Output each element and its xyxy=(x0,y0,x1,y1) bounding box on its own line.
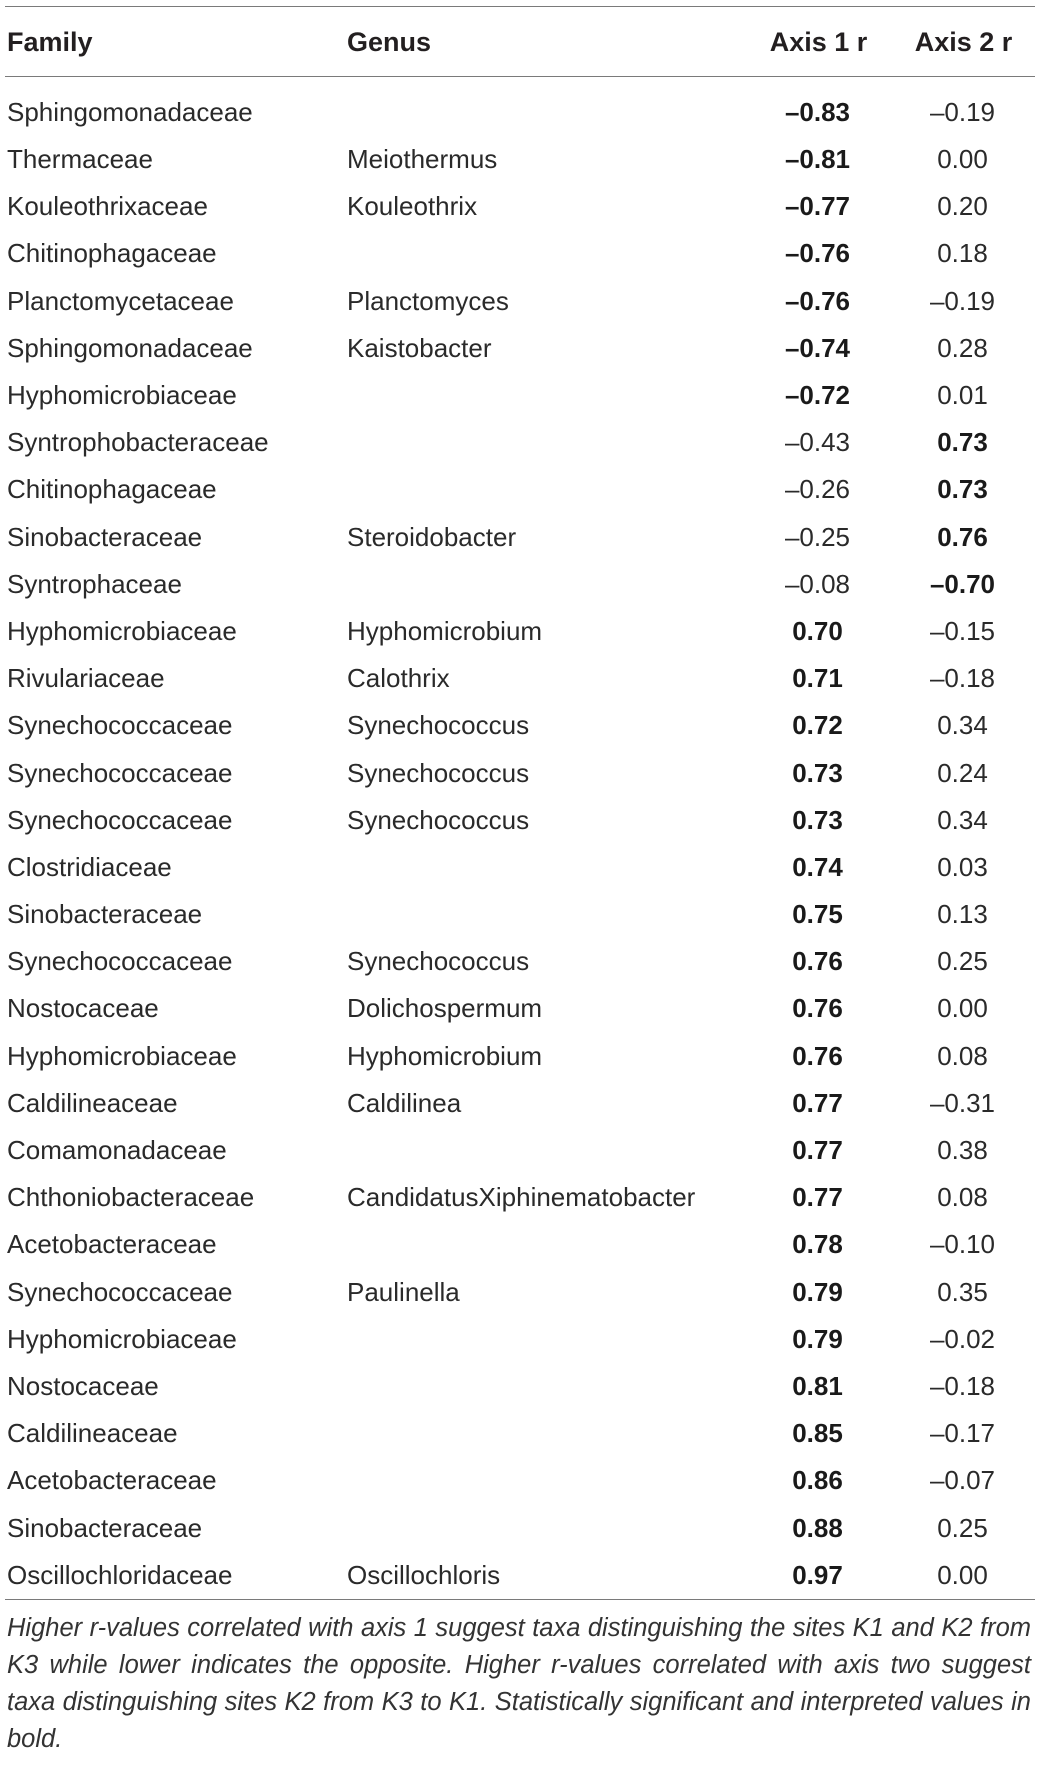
table-row xyxy=(5,1174,1035,1221)
cell-family: Kouleothrixaceae xyxy=(7,191,208,222)
cell-genus xyxy=(345,1316,745,1363)
cell-family: Caldilineaceae xyxy=(7,1087,178,1118)
cell-axis1: 0.73 xyxy=(792,804,843,835)
cell-axis1: –0.76 xyxy=(784,238,851,269)
cell-family: Hyphomicrobiaceae xyxy=(7,615,237,646)
cell-axis2: –0.17 xyxy=(929,1418,996,1449)
table-row xyxy=(5,797,1035,844)
cell-genus: Synechococcus xyxy=(347,710,530,741)
table-row xyxy=(5,655,1035,702)
cell-family: Sinobacteraceae xyxy=(7,899,203,930)
cell-family: Hyphomicrobiaceae xyxy=(7,380,237,411)
cell-axis2: 0.20 xyxy=(937,191,988,222)
cell-genus xyxy=(345,419,745,466)
table-row xyxy=(5,561,1035,608)
cell-axis2: 0.34 xyxy=(937,710,988,741)
cell-family: Sphingomonadaceae xyxy=(7,97,253,127)
cell-axis2: 0.24 xyxy=(937,757,988,788)
cell-axis1: –0.26 xyxy=(784,474,851,505)
cell-genus: Synechococcus xyxy=(347,757,530,788)
cell-axis1: –0.25 xyxy=(784,521,851,552)
cell-axis2: 0.25 xyxy=(937,946,988,977)
cell-axis1: 0.75 xyxy=(792,899,843,930)
table-row xyxy=(5,1316,1035,1363)
cell-genus: Paulinella xyxy=(347,1276,460,1307)
cell-family: Synechococcaceae xyxy=(7,1276,233,1307)
cell-family: Sphingomonadaceae xyxy=(7,332,253,363)
cell-axis2: 0.08 xyxy=(937,1040,988,1071)
cell-axis1: 0.97 xyxy=(792,1559,843,1590)
cell-genus xyxy=(345,230,745,277)
cell-genus: Dolichospermum xyxy=(347,993,543,1024)
cell-axis2: –0.15 xyxy=(929,615,996,646)
cell-family: Synechococcaceae xyxy=(7,946,233,977)
cell-family: Syntrophaceae xyxy=(7,568,182,599)
table-row xyxy=(5,1221,1035,1268)
cell-family: Synechococcaceae xyxy=(7,804,233,835)
cell-axis1: 0.79 xyxy=(792,1323,843,1354)
table-row xyxy=(5,514,1035,561)
cell-axis1: 0.70 xyxy=(792,615,843,646)
cell-family: Syntrophobacteraceae xyxy=(7,427,269,458)
table-row xyxy=(5,844,1035,891)
cell-genus xyxy=(345,844,745,891)
cell-family: Rivulariaceae xyxy=(7,663,165,694)
cell-genus: Kaistobacter xyxy=(347,332,492,363)
cell-axis1: –0.81 xyxy=(784,144,851,175)
table-row xyxy=(5,1552,1035,1599)
table-row xyxy=(5,1363,1035,1410)
cell-genus xyxy=(345,561,745,608)
cell-axis2: –0.70 xyxy=(929,568,996,599)
table-row xyxy=(5,419,1035,466)
cell-axis2: –0.19 xyxy=(929,285,996,316)
cell-axis1: 0.77 xyxy=(792,1135,843,1166)
cell-axis1: –0.74 xyxy=(784,332,851,363)
cell-axis1: –0.77 xyxy=(784,191,851,222)
cell-axis2: –0.19 xyxy=(929,97,996,127)
table-row xyxy=(5,985,1035,1032)
cell-axis2: 0.35 xyxy=(937,1276,988,1307)
cell-genus xyxy=(345,77,745,136)
cell-family: Chitinophagaceae xyxy=(7,238,217,269)
cell-axis1: –0.08 xyxy=(784,568,851,599)
header-row xyxy=(5,7,1035,77)
cell-axis2: 0.00 xyxy=(937,144,988,175)
header-genus: Genus xyxy=(347,26,432,57)
cell-axis2: –0.31 xyxy=(929,1087,996,1118)
table-row xyxy=(5,325,1035,372)
cell-axis2: 0.01 xyxy=(937,380,988,411)
cell-axis2: 0.00 xyxy=(937,1559,988,1590)
cell-axis2: 0.03 xyxy=(937,851,988,882)
table-row xyxy=(5,938,1035,985)
cell-family: Acetobacteraceae xyxy=(7,1229,217,1260)
table-container xyxy=(5,0,1035,1758)
header-axis2: Axis 2 r xyxy=(914,26,1013,57)
table-body xyxy=(5,77,1035,1599)
cell-axis1: 0.79 xyxy=(792,1276,843,1307)
table-row xyxy=(5,1033,1035,1080)
cell-axis1: 0.81 xyxy=(792,1370,843,1401)
cell-genus xyxy=(345,1410,745,1457)
cell-family: Sinobacteraceae xyxy=(7,1512,203,1543)
table-row xyxy=(5,608,1035,655)
table-row xyxy=(5,1127,1035,1174)
table-row xyxy=(5,749,1035,796)
cell-genus xyxy=(345,466,745,513)
cell-axis2: –0.18 xyxy=(929,663,996,694)
table-row xyxy=(5,278,1035,325)
cell-axis2: 0.73 xyxy=(937,474,988,505)
cell-axis2: 0.08 xyxy=(937,1182,988,1213)
cell-axis2: 0.76 xyxy=(937,521,988,552)
cell-family: Chthoniobacteraceae xyxy=(7,1182,255,1213)
table-row xyxy=(5,1504,1035,1551)
cell-genus: Hyphomicrobium xyxy=(347,615,543,646)
table-header xyxy=(5,7,1035,77)
cell-genus xyxy=(345,1363,745,1410)
cell-axis2: 0.13 xyxy=(937,899,988,930)
cell-genus: Meiothermus xyxy=(347,144,498,175)
cell-family: Hyphomicrobiaceae xyxy=(7,1040,237,1071)
cell-axis2: 0.00 xyxy=(937,993,988,1024)
cell-axis2: –0.18 xyxy=(929,1370,996,1401)
table-row xyxy=(5,1269,1035,1316)
cell-axis1: 0.76 xyxy=(792,946,843,977)
cell-axis1: –0.43 xyxy=(784,427,851,458)
cell-family: Nostocaceae xyxy=(7,993,159,1024)
cell-axis1: 0.88 xyxy=(792,1512,843,1543)
cell-axis1: 0.76 xyxy=(792,1040,843,1071)
cell-family: Hyphomicrobiaceae xyxy=(7,1323,237,1354)
cell-axis2: 0.34 xyxy=(937,804,988,835)
cell-family: Comamonadaceae xyxy=(7,1135,227,1166)
table-row xyxy=(5,466,1035,513)
table-row xyxy=(5,1410,1035,1457)
cell-axis1: 0.72 xyxy=(792,710,843,741)
cell-axis1: –0.76 xyxy=(784,285,851,316)
cell-axis1: 0.77 xyxy=(792,1087,843,1118)
cell-axis1: 0.85 xyxy=(792,1418,843,1449)
cell-genus: Caldilinea xyxy=(347,1087,462,1118)
cell-axis1: 0.76 xyxy=(792,993,843,1024)
cell-genus: Synechococcus xyxy=(347,804,530,835)
table-row xyxy=(5,230,1035,277)
cell-genus: Calothrix xyxy=(347,663,450,694)
cell-family: Acetobacteraceae xyxy=(7,1465,217,1496)
cell-family: Thermaceae xyxy=(7,144,153,175)
table-row xyxy=(5,702,1035,749)
table-row xyxy=(5,891,1035,938)
cell-axis1: 0.74 xyxy=(792,851,843,882)
cell-genus xyxy=(345,1221,745,1268)
cell-axis2: 0.18 xyxy=(937,238,988,269)
header-rule xyxy=(5,76,1035,77)
header-family: Family xyxy=(7,26,93,57)
header-axis1: Axis 1 r xyxy=(769,26,868,57)
cell-axis1: 0.77 xyxy=(792,1182,843,1213)
table-row xyxy=(5,1457,1035,1504)
cell-axis2: –0.10 xyxy=(929,1229,996,1260)
cell-family: Nostocaceae xyxy=(7,1370,159,1401)
cell-family: Clostridiaceae xyxy=(7,851,172,882)
cell-axis2: 0.28 xyxy=(937,332,988,363)
cell-genus xyxy=(345,372,745,419)
cell-family: Chitinophagaceae xyxy=(7,474,217,505)
cell-family: Planctomycetaceae xyxy=(7,285,234,316)
cell-axis1: 0.78 xyxy=(792,1229,843,1260)
cell-axis2: –0.07 xyxy=(929,1465,996,1496)
cell-genus xyxy=(345,1127,745,1174)
cell-axis1: 0.73 xyxy=(792,757,843,788)
cell-genus xyxy=(345,1457,745,1504)
cell-axis2: –0.02 xyxy=(929,1323,996,1354)
cell-family: Caldilineaceae xyxy=(7,1418,178,1449)
cell-family: Sinobacteraceae xyxy=(7,521,203,552)
table-row xyxy=(5,77,1035,136)
cell-axis2: 0.25 xyxy=(937,1512,988,1543)
cell-genus: Hyphomicrobium xyxy=(347,1040,543,1071)
cell-axis1: 0.86 xyxy=(792,1465,843,1496)
cell-family: Synechococcaceae xyxy=(7,710,233,741)
cell-genus: Planctomyces xyxy=(347,285,509,316)
cell-axis2: 0.38 xyxy=(937,1135,988,1166)
cell-genus: Steroidobacter xyxy=(347,521,517,552)
cell-genus: Synechococcus xyxy=(347,946,530,977)
table-row xyxy=(5,1080,1035,1127)
correlation-table xyxy=(5,7,1035,1599)
cell-family: Oscillochloridaceae xyxy=(7,1559,233,1590)
table-footnote: Higher r-values correlated with axis 1 suggest taxa distinguishing the sites K1 and K2 from K3 while lower indicates the opposite. Higher r-values correlated with axis two suggest taxa distinguishing sites K2 from K3 to K1. Statistically significant and interpreted values in bold. xyxy=(7,1613,1031,1753)
table-row xyxy=(5,372,1035,419)
cell-genus: CandidatusXiphinematobacter xyxy=(347,1182,696,1213)
cell-axis1: –0.72 xyxy=(784,380,851,411)
bottom-rule xyxy=(5,1599,1035,1600)
table-row xyxy=(5,136,1035,183)
cell-axis2: 0.73 xyxy=(937,427,988,458)
cell-genus xyxy=(345,891,745,938)
cell-genus: Kouleothrix xyxy=(347,191,478,222)
cell-genus: Oscillochloris xyxy=(347,1559,501,1590)
table-row xyxy=(5,183,1035,230)
cell-axis1: –0.83 xyxy=(784,97,851,127)
cell-family: Synechococcaceae xyxy=(7,757,233,788)
cell-axis1: 0.71 xyxy=(792,663,843,694)
cell-genus xyxy=(345,1504,745,1551)
